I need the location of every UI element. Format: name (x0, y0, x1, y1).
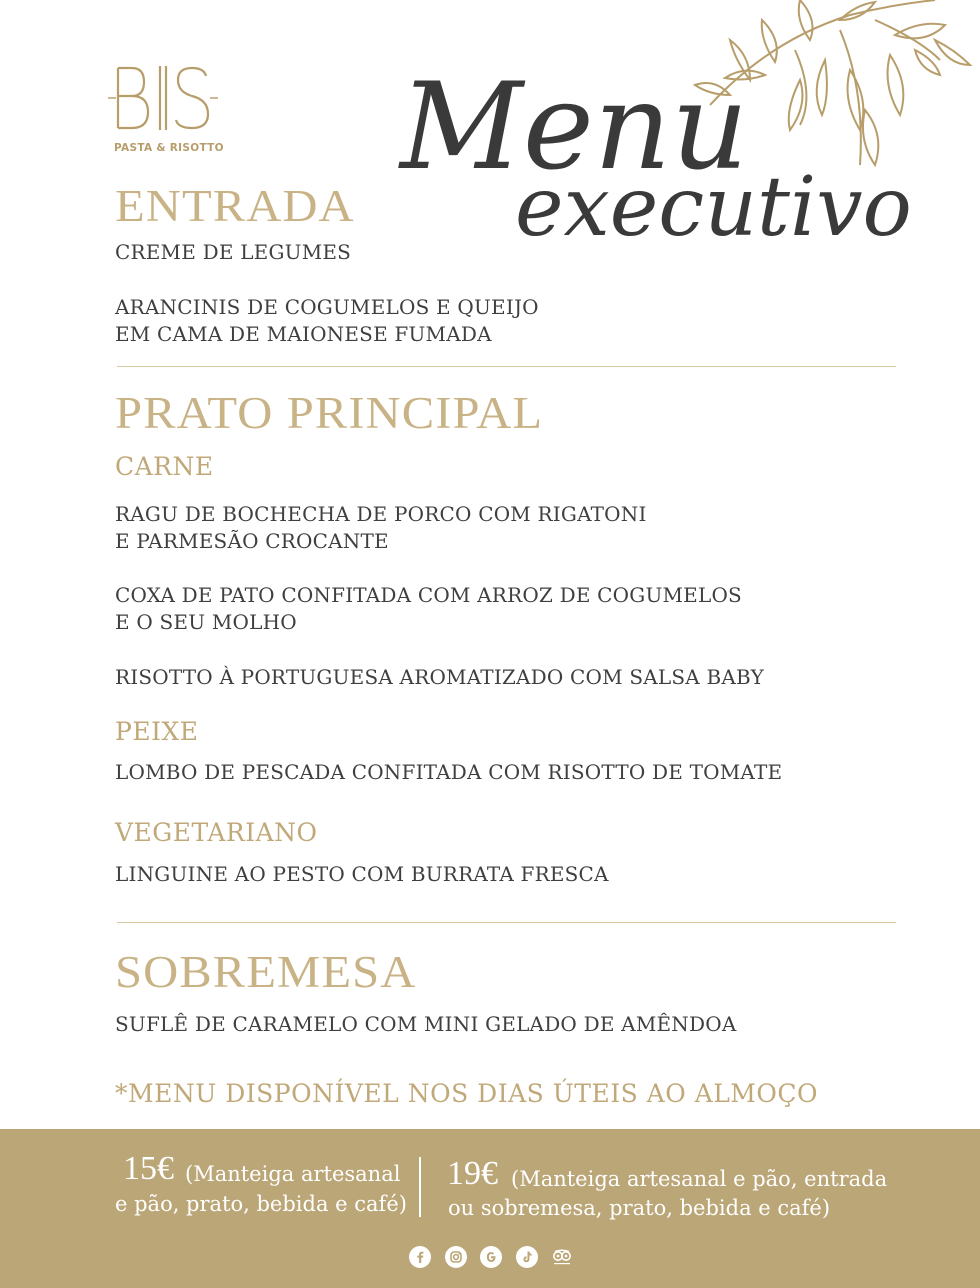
price-description: e pão, prato, bebida e café) (115, 1192, 407, 1216)
subsection-carne-title: CARNE (115, 452, 214, 481)
title-line2: executivo (515, 160, 912, 255)
section-divider (117, 922, 896, 923)
menu-item: CREME DE LEGUMES (115, 240, 352, 264)
section-principal-title: PRATO PRINCIPAL (115, 388, 544, 438)
menu-item (115, 294, 539, 348)
tiktok-icon[interactable] (516, 1246, 538, 1268)
section-sobremesa-title: SOBREMESA (115, 947, 417, 997)
google-icon[interactable] (480, 1246, 502, 1268)
menu-item: SUFLÊ DE CARAMELO COM MINI GELADO DE AMÊNDOA (115, 1012, 737, 1036)
menu-title-script (395, 40, 915, 270)
menu-item: RISOTTO À PORTUGUESA AROMATIZADO COM SALSA BABY (115, 665, 764, 689)
menu-item-line: EM CAMA DE MAIONESE FUMADA (115, 322, 492, 346)
menu-item-line: COXA DE PATO CONFITADA COM ARROZ DE COGUMELOS (115, 583, 742, 607)
price-amount: 15€ (123, 1150, 174, 1187)
title-line1: Menu (400, 58, 749, 197)
tripadvisor-icon[interactable] (551, 1246, 573, 1268)
bis-logo (108, 62, 218, 134)
price-divider (419, 1157, 421, 1217)
brand-subtitle: PASTA & RISOTTO (114, 142, 224, 154)
section-entrada-title: ENTRADA (115, 181, 355, 231)
subsection-vegetariano-title: VEGETARIANO (115, 818, 318, 847)
menu-item: LINGUINE AO PESTO COM BURRATA FRESCA (115, 862, 609, 886)
menu-item-line: E PARMESÃO CROCANTE (115, 529, 389, 553)
price-description: (Manteiga artesanal e pão, entrada (511, 1167, 888, 1191)
section-divider (117, 366, 896, 367)
price-description: ou sobremesa, prato, bebida e café) (448, 1196, 831, 1220)
facebook-icon[interactable] (409, 1246, 431, 1268)
menu-item-line: RAGU DE BOCHECHA DE PORCO COM RIGATONI (115, 502, 647, 526)
availability-note: *MENU DISPONÍVEL NOS DIAS ÚTEIS AO ALMOÇO (115, 1079, 819, 1108)
menu-item-line: ARANCINIS DE COGUMELOS E QUEIJO (115, 295, 539, 319)
price-description: (Manteiga artesanal (185, 1162, 401, 1186)
instagram-icon[interactable] (445, 1246, 467, 1268)
price-amount: 19€ (447, 1155, 498, 1192)
menu-item (115, 582, 742, 636)
subsection-peixe-title: PEIXE (115, 717, 199, 746)
menu-item (115, 501, 647, 555)
menu-item-line: E O SEU MOLHO (115, 610, 297, 634)
menu-item: LOMBO DE PESCADA CONFITADA COM RISOTTO DE TOMATE (115, 760, 783, 784)
